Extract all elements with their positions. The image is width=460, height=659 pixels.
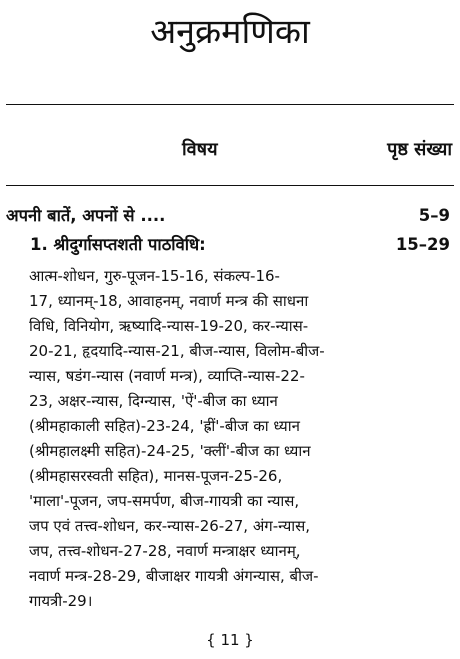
description-line: 23, अक्षर-न्यास, दिग्न्यास, 'ऐं'-बीज का ध्यान [29,392,278,410]
toc-entry-label: अपनी बातें, अपनों से .... [6,206,166,225]
description-line: 20-21, हृदयादि-न्यास-21, बीज-न्यास, विलोम-बीज- [29,342,325,360]
toc-entry-label: 1. श्रीदुर्गासप्तशती पाठविधि: [30,235,206,254]
description-line: (श्रीमहालक्ष्मी सहित)-24-25, 'क्लीं'-बीज का ध्यान [29,442,311,460]
description-line: जप, तत्त्व-शोधन-27-28, नवार्ण मन्त्राक्षर ध्यानम्, [29,542,301,560]
header-rule [6,185,454,186]
description-line: विधि, विनियोग, ऋष्यादि-न्यास-19-20, कर-न्यास- [29,317,309,335]
description-line: (श्रीमहाकाली सहित)-23-24, 'ह्रीं'-बीज का ध्यान [29,417,300,435]
column-header-subject: विषय [182,139,218,160]
description-line: 17, ध्यानम्-18, आवाहनम्, नवार्ण मन्त्र की साधना [29,292,309,310]
page-number: { 11 } [206,631,254,649]
page-title: अनुक्रमणिका [150,12,310,52]
toc-entry-pages: 15–29 [395,235,450,254]
description-line: 'माला'-पूजन, जप-समर्पण, बीज-गायत्री का न्यास, [29,492,300,510]
description-line: न्यास, षडंग-न्यास (नवार्ण मन्त्र), व्याप्ति-न्यास-22- [29,367,305,385]
toc-entry-pages: 5–9 [418,206,450,225]
top-rule [6,104,454,105]
description-line: जप एवं तत्त्व-शोधन, कर-न्यास-26-27, अंग-न्यास, [29,517,311,535]
toc-entry-description [29,264,454,614]
description-line: गायत्री-29। [29,592,93,610]
column-header-page-count: पृष्ठ संख्या [387,139,452,160]
description-line: (श्रीमहासरस्वती सहित), मानस-पूजन-25-26, [29,467,283,485]
description-line: आत्म-शोधन, गुरु-पूजन-15-16, संकल्प-16- [29,267,280,285]
description-line: नवार्ण मन्त्र-28-29, बीजाक्षर गायत्री अंगन्यास, बीज- [29,567,319,585]
